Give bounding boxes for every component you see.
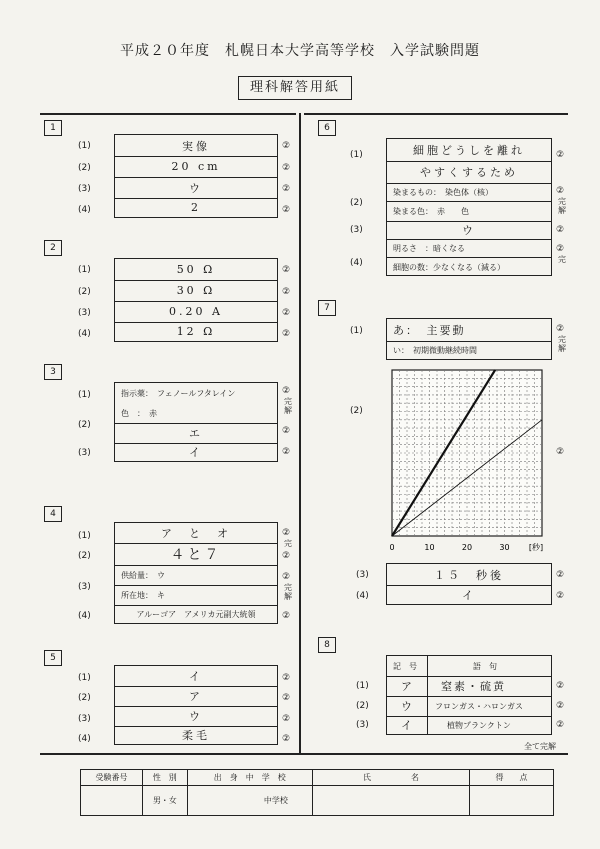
q4-points-4: ② xyxy=(282,611,291,621)
q5-answer-1: イ xyxy=(115,666,277,687)
q4-label-1: (1) xyxy=(78,531,91,541)
q4-label-4: (4) xyxy=(78,611,91,621)
q6-stain-color: 染まる色： 赤 色 xyxy=(387,201,551,222)
q7-number: 7 xyxy=(318,300,336,316)
q3-answer-box xyxy=(114,382,278,462)
q7-x-tick-label: 0 xyxy=(389,543,395,552)
q8-number: 8 xyxy=(318,637,336,653)
q1-answer-3: ウ xyxy=(115,177,277,199)
q6-points-1: ② xyxy=(556,150,565,160)
school-field: 中学校 xyxy=(187,786,312,816)
q4-points-2: ② xyxy=(282,551,291,561)
q4-complete-mark-1: 完 xyxy=(284,539,292,548)
q4-answer-box xyxy=(114,522,278,624)
q2-points-2: ② xyxy=(282,287,291,297)
q5-answer-2: ア xyxy=(115,686,277,707)
q1-label-4: (4) xyxy=(78,205,91,215)
q3-label-2: (2) xyxy=(78,420,91,430)
q8-symbol-1: ア xyxy=(401,680,415,693)
q7-label-4: (4) xyxy=(356,591,369,601)
q8-header-row xyxy=(387,656,551,677)
q1-answer-1: 実像 xyxy=(115,135,277,157)
q2-points-1: ② xyxy=(282,265,291,275)
q5-label-3: (3) xyxy=(78,714,91,724)
q8-phrase-2: フロンガス・ハロンガス xyxy=(435,701,523,711)
q7-complete-mark-1: 完解 xyxy=(558,335,566,353)
q5-answer-box xyxy=(114,665,278,745)
q6-label-3: (3) xyxy=(350,225,363,235)
q1-points-1: ② xyxy=(282,141,291,151)
q7-answer-a: あ： 主要動 xyxy=(387,319,551,342)
q2-answer-3: 0.20 A xyxy=(115,301,277,323)
school-header: 出 身 中 学 校 xyxy=(187,770,312,786)
q7-graph xyxy=(380,364,555,560)
q3-points-2: ② xyxy=(282,426,291,436)
q7-x-tick-label: 20 xyxy=(461,543,473,552)
q1-points-4: ② xyxy=(282,205,291,215)
top-divider-right xyxy=(304,113,568,115)
q2-label-1: (1) xyxy=(78,265,91,275)
q6-answer-1a: 細胞どうしを離れ xyxy=(387,139,551,162)
q3-answer-3: イ xyxy=(189,446,203,459)
q6-cell-count: 細胞の数：少なくなる（減る） xyxy=(387,257,551,276)
q4-answer-2: ４と７ xyxy=(115,543,277,566)
q2-answer-1: 50 Ω xyxy=(115,259,277,281)
exam-header-title: 平成２０年度 札幌日本大学高等学校 入学試験問題 xyxy=(120,43,480,59)
q8-header-phrase: 語 句 xyxy=(473,661,497,671)
q7-label-3: (3) xyxy=(356,570,369,580)
name-field xyxy=(312,786,469,816)
exam-number-header: 受験番号 xyxy=(81,770,143,786)
q2-points-3: ② xyxy=(282,308,291,318)
q8-symbol-3: イ xyxy=(401,719,415,732)
q8-points-1: ② xyxy=(556,681,565,691)
all-complete-note: 全て完解 xyxy=(524,742,556,751)
q8-row-1 xyxy=(387,676,551,697)
q1-label-3: (3) xyxy=(78,184,91,194)
bottom-divider xyxy=(40,753,568,755)
score-field xyxy=(470,786,554,816)
q6-number: 6 xyxy=(318,120,336,136)
q3-color: 色 ： 赤 xyxy=(115,403,277,424)
q6-label-1: (1) xyxy=(350,150,363,160)
q8-row-3 xyxy=(387,716,551,734)
q7-answer-3: １５ 秒後 xyxy=(387,564,551,586)
q7-x-axis-unit: [秒] xyxy=(528,543,544,552)
q4-location: 所在地： キ xyxy=(115,585,277,606)
q5-answer-4: 柔毛 xyxy=(182,729,210,742)
exam-number-field xyxy=(81,786,143,816)
q8-phrase-3: 植物プランクトン xyxy=(447,720,511,730)
q5-points-2: ② xyxy=(282,693,291,703)
q4-supply: 供給量： ウ xyxy=(115,565,277,586)
q2-answer-4: 12 Ω xyxy=(176,325,216,338)
q2-points-4: ② xyxy=(282,329,291,339)
q7-answer-4: イ xyxy=(462,588,476,602)
q3-indicator: 指示薬： フェノールフタレイン xyxy=(121,388,236,398)
q5-answer-3: ウ xyxy=(115,706,277,727)
q8-label-3: (3) xyxy=(356,720,369,730)
q6-answer-box xyxy=(386,138,552,276)
q5-number: 5 xyxy=(44,650,62,666)
q3-complete-mark-1: 完解 xyxy=(284,397,292,415)
q2-label-3: (3) xyxy=(78,308,91,318)
score-header: 得 点 xyxy=(470,770,554,786)
q4-answer-1: ア と オ xyxy=(115,523,277,544)
name-header: 氏 名 xyxy=(312,770,469,786)
q8-label-1: (1) xyxy=(356,681,369,691)
q1-answer-box xyxy=(114,134,278,218)
q7-answer-box-1 xyxy=(386,318,552,360)
q6-points-2: ② xyxy=(556,186,565,196)
q5-label-2: (2) xyxy=(78,693,91,703)
q4-label-3: (3) xyxy=(78,582,91,592)
q7-graph-ticks xyxy=(389,542,543,552)
q7-graph-grid xyxy=(392,370,542,536)
q6-stained-item: 染まるもの： 染色体（核） xyxy=(387,183,551,202)
q7-answer-box-3 xyxy=(386,563,552,605)
q5-points-3: ② xyxy=(282,714,291,724)
q4-number: 4 xyxy=(44,506,62,522)
q8-points-3: ② xyxy=(556,720,565,730)
q2-number: 2 xyxy=(44,240,62,256)
q8-points-2: ② xyxy=(556,701,565,711)
q1-number: 1 xyxy=(44,120,62,136)
q8-answer-box xyxy=(386,655,552,735)
q6-brightness: 明るさ ：暗くなる xyxy=(393,243,465,253)
q7-label-2: (2) xyxy=(350,406,363,416)
q7-x-tick-label: 30 xyxy=(499,543,510,552)
q8-phrase-1: 窒素・硫黄 xyxy=(441,680,506,693)
q7-points-2: ② xyxy=(556,447,565,457)
q5-points-1: ② xyxy=(282,673,291,683)
q7-answer-i: い： 初期微動継続時間 xyxy=(393,345,477,355)
q8-label-2: (2) xyxy=(356,701,369,711)
q8-header-symbol: 記 号 xyxy=(393,661,417,671)
q6-label-2: (2) xyxy=(350,198,363,208)
q4-points-1: ② xyxy=(282,528,291,538)
q4-points-3: ② xyxy=(282,572,291,582)
q6-complete-mark-4: 完 xyxy=(558,255,566,264)
q2-label-4: (4) xyxy=(78,329,91,339)
q6-answer-3: ウ xyxy=(387,221,551,240)
q8-row-2 xyxy=(387,696,551,717)
q1-label-2: (2) xyxy=(78,163,91,173)
q1-points-3: ② xyxy=(282,184,291,194)
q1-points-2: ② xyxy=(282,163,291,173)
examinee-info-table xyxy=(80,769,554,816)
top-divider-left xyxy=(40,113,296,115)
q3-answer-2: エ xyxy=(115,423,277,444)
q6-points-4: ② xyxy=(556,244,565,254)
q1-answer-4: 2 xyxy=(191,201,201,214)
q4-complete-mark-3: 完解 xyxy=(284,583,292,601)
q3-number: 3 xyxy=(44,364,62,380)
answer-sheet-title: 理科解答用紙 xyxy=(238,76,352,100)
q6-points-3: ② xyxy=(556,225,565,235)
q3-points-3: ② xyxy=(282,447,291,457)
q7-points-4: ② xyxy=(556,591,565,601)
q6-label-4: (4) xyxy=(350,258,363,268)
q7-x-tick-label: 10 xyxy=(424,543,435,552)
q3-points-1: ② xyxy=(282,386,291,396)
q5-label-1: (1) xyxy=(78,673,91,683)
q2-answer-box xyxy=(114,258,278,342)
gender-header: 性 別 xyxy=(143,770,188,786)
q6-complete-mark-2: 完解 xyxy=(558,197,566,215)
center-divider xyxy=(299,113,301,753)
q7-points-1: ② xyxy=(556,324,565,334)
q8-symbol-2: ウ xyxy=(401,700,415,713)
q1-answer-2: 20 cm xyxy=(115,156,277,178)
q3-label-1: (1) xyxy=(78,390,91,400)
q5-points-4: ② xyxy=(282,734,291,744)
q7-label-1: (1) xyxy=(350,326,363,336)
q4-label-2: (2) xyxy=(78,551,91,561)
q2-label-2: (2) xyxy=(78,287,91,297)
q1-label-1: (1) xyxy=(78,141,91,151)
q5-label-4: (4) xyxy=(78,734,91,744)
q6-answer-1b: やすくするため xyxy=(387,161,551,184)
gender-field: 男・女 xyxy=(143,786,188,816)
q4-answer-4: アルーゴア アメリカ元副大統領 xyxy=(136,609,256,619)
q7-points-3: ② xyxy=(556,570,565,580)
q3-label-3: (3) xyxy=(78,448,91,458)
q2-answer-2: 30 Ω xyxy=(115,280,277,302)
